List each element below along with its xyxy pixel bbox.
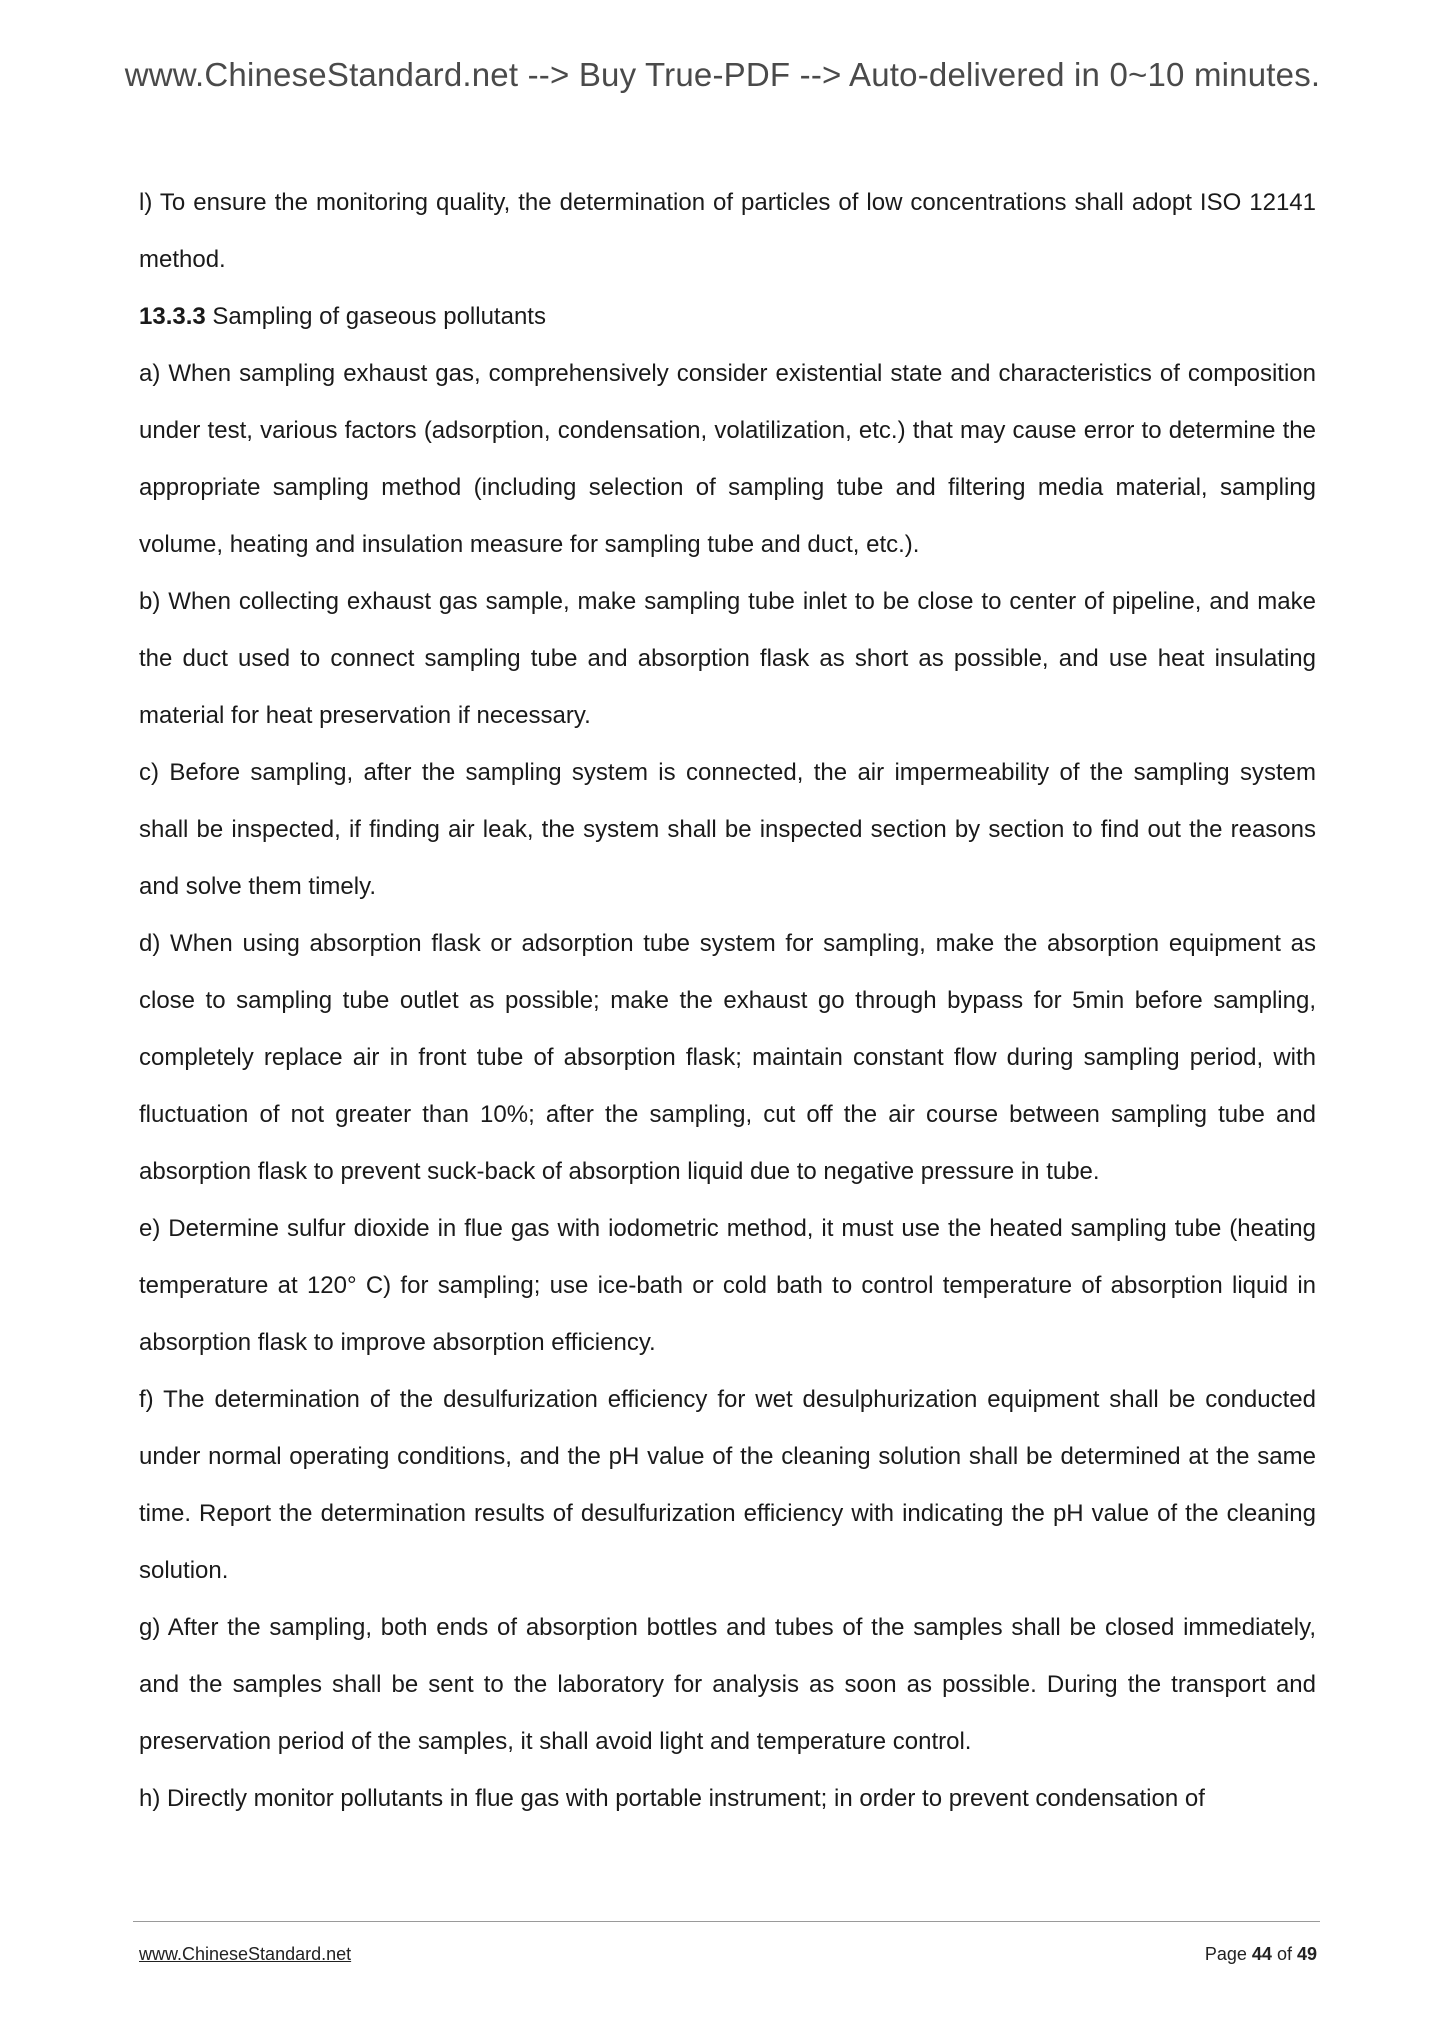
paragraph-item-c: c) Before sampling, after the sampling system is connected, the air impermeability of the sampling system shall be inspected, if finding air leak, the system shall be inspected section by section to find out the reasons and solve them timely. bbox=[139, 759, 1316, 900]
document-body bbox=[139, 174, 1316, 1827]
footer-divider bbox=[133, 1921, 1320, 1922]
paragraph-item-l: l) To ensure the monitoring quality, the determination of particles of low concentrations shall adopt ISO 12141 method. bbox=[139, 189, 1316, 273]
paragraph-item-g: g) After the sampling, both ends of absorption bottles and tubes of the samples shall be closed immediately, and the samples shall be sent to the laboratory for analysis as soon as possible. During the transport and preservation period of the samples, it shall avoid light and temperature control. bbox=[139, 1614, 1316, 1755]
paragraph-item-d: d) When using absorption flask or adsorption tube system for sampling, make the absorption equipment as close to sampling tube outlet as possible; make the exhaust go through bypass for 5min before sampling, completely replace air in front tube of absorption flask; maintain constant flow during sampling period, with fluctuation of not greater than 10%; after the sampling, cut off the air course between sampling tube and absorption flask to prevent suck-back of absorption liquid due to negative pressure in tube. bbox=[139, 930, 1316, 1185]
page-of: of bbox=[1271, 1944, 1297, 1964]
paragraph-item-h: h) Directly monitor pollutants in flue gas with portable instrument; in order to prevent condensation of bbox=[139, 1785, 1205, 1812]
paragraph-item-f: f) The determination of the desulfurization efficiency for wet desulphurization equipment shall be conducted under normal operating conditions, and the pH value of the cleaning solution shall be determined at the same time. Report the determination results of desulfurization efficiency with indicating the pH value of the cleaning solution. bbox=[139, 1386, 1316, 1584]
paragraph-item-b: b) When collecting exhaust gas sample, make sampling tube inlet to be close to center of pipeline, and make the duct used to connect sampling tube and absorption flask as short as possible, and use heat insulating material for heat preservation if necessary. bbox=[139, 588, 1316, 729]
section-number: 13.3.3 bbox=[139, 303, 206, 330]
page-prefix: Page bbox=[1204, 1944, 1252, 1964]
section-heading bbox=[139, 288, 1316, 345]
footer-site-link[interactable]: www.ChineseStandard.net bbox=[139, 1944, 352, 1964]
paragraph-item-e: e) Determine sulfur dioxide in flue gas with iodometric method, it must use the heated sampling tube (heating temperature at 120° C) for sampling; use ice-bath or cold bath to control temperature of absorption liquid in absorption flask to improve absorption efficiency. bbox=[139, 1215, 1316, 1356]
paragraph-item-a: a) When sampling exhaust gas, comprehensively consider existential state and characteristics of composition under test, various factors (adsorption, condensation, volatilization, etc.) that may cause error to determine the appropriate sampling method (including selection of sampling tube and filtering media material, sampling volume, heating and insulation measure for sampling tube and duct, etc.). bbox=[139, 360, 1316, 558]
page-current: 44 bbox=[1251, 1944, 1272, 1964]
page-indicator bbox=[1205, 1944, 1317, 1965]
page-total: 49 bbox=[1296, 1944, 1317, 1964]
section-title: Sampling of gaseous pollutants bbox=[205, 303, 546, 330]
header-banner: www.ChineseStandard.net --> Buy True-PDF --> Auto-delivered in 0~10 minutes. bbox=[124, 56, 1321, 93]
